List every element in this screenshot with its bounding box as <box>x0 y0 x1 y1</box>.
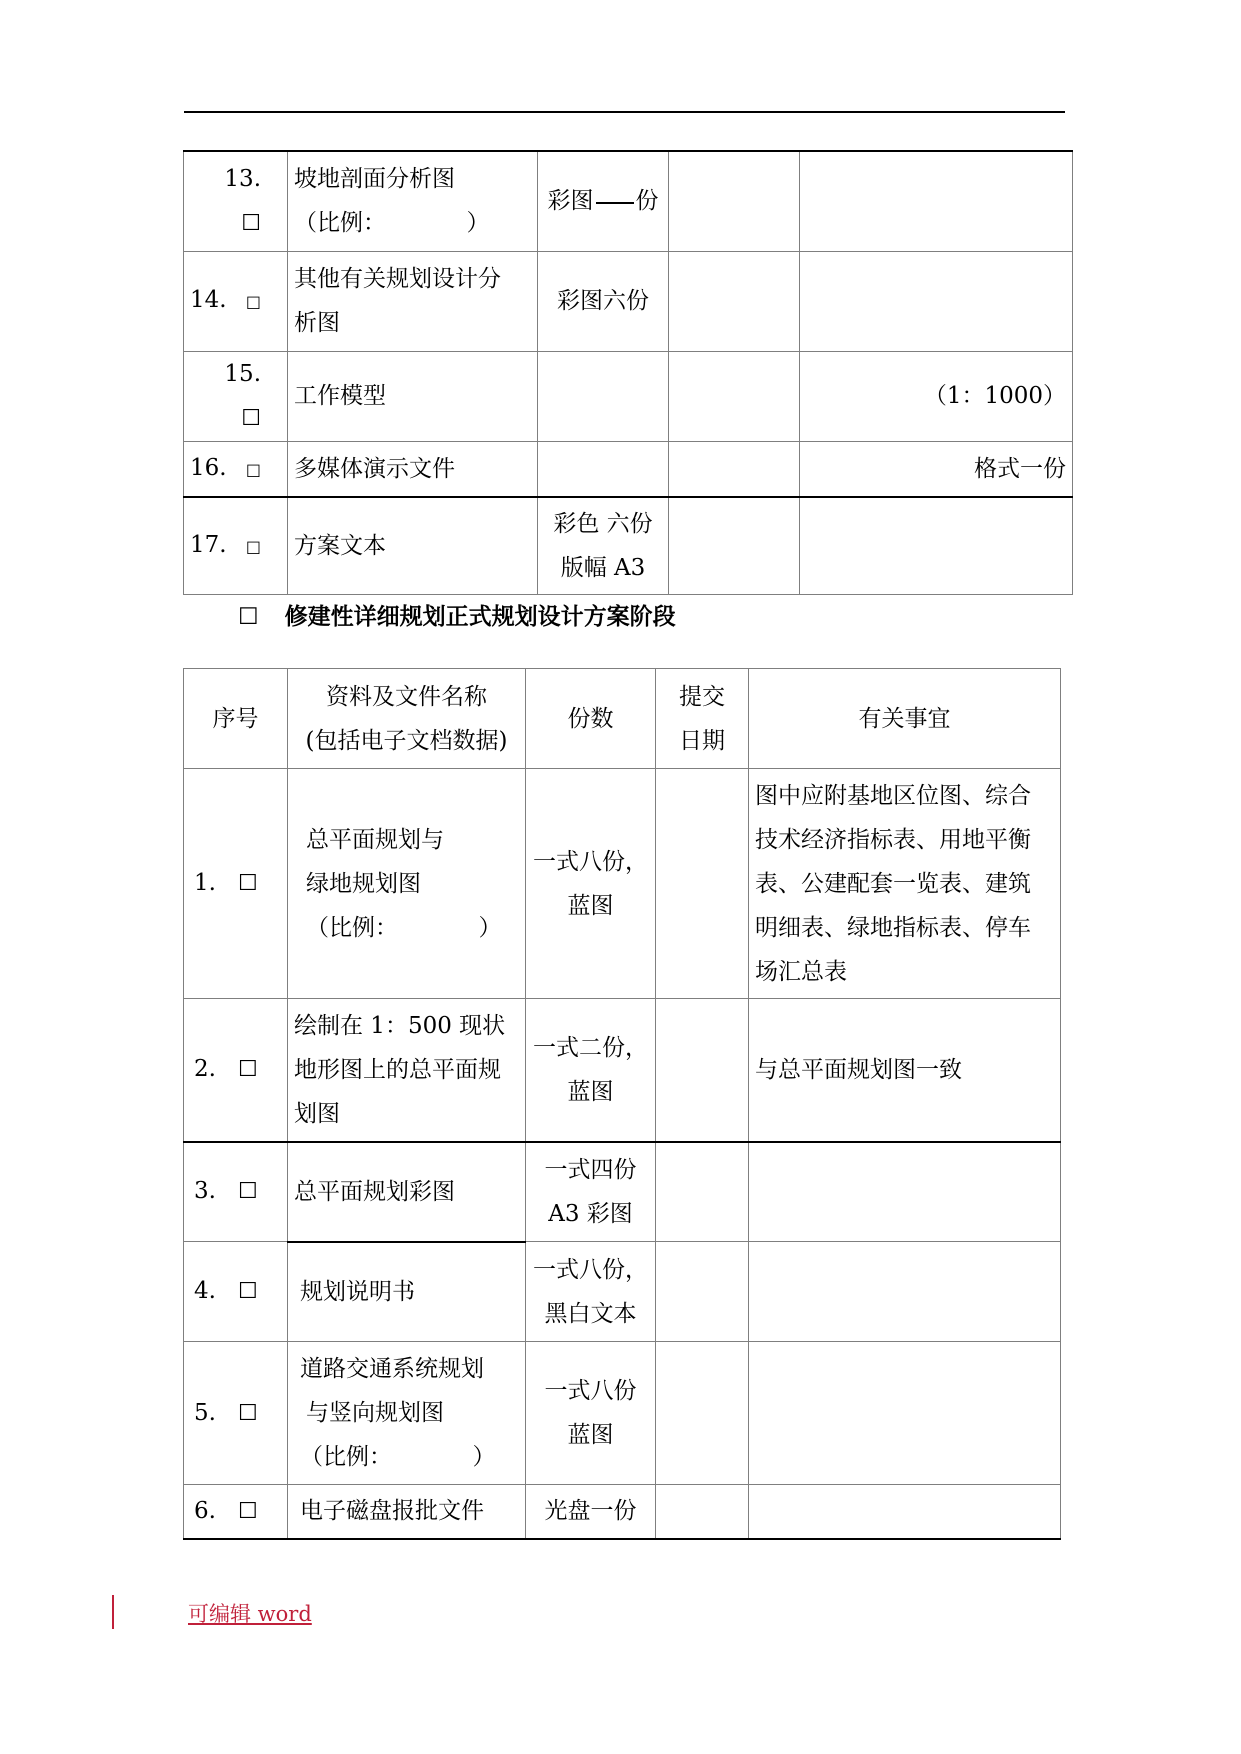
blank-line <box>596 202 634 204</box>
table-row <box>184 1242 1061 1342</box>
document-name: 多媒体演示文件 <box>288 441 538 497</box>
notes <box>800 151 1073 251</box>
copies <box>538 441 669 497</box>
table-row <box>184 769 1061 999</box>
copies: 彩色 六份 版幅 A3 <box>538 497 669 594</box>
table-row <box>184 1485 1061 1539</box>
header-seq: 序号 <box>184 669 288 769</box>
notes: 格式一份 <box>800 441 1073 497</box>
submit-date <box>669 151 800 251</box>
materials-table-continued <box>183 150 1073 595</box>
table-row <box>184 497 1073 594</box>
submit-date <box>669 351 800 441</box>
document-name: 电子磁盘报批文件 <box>288 1485 526 1539</box>
table-row <box>184 1342 1061 1485</box>
checkbox[interactable]: ☐ <box>237 1279 258 1304</box>
copies: 一式八份， 黑白文本 <box>526 1242 656 1342</box>
row-number: 17. □ <box>184 497 288 594</box>
formal-plan-materials-table <box>183 668 1061 1540</box>
notes <box>749 1242 1061 1342</box>
row-number: 2. ☐ <box>184 999 288 1142</box>
row-number: 16. □ <box>184 441 288 497</box>
copies: 彩图六份 <box>538 251 669 351</box>
document-name: 其他有关规划设计分 析图 <box>288 251 538 351</box>
checkbox[interactable]: □ <box>245 536 262 556</box>
submit-date <box>669 441 800 497</box>
document-name: 方案文本 <box>288 497 538 594</box>
header-rule <box>184 111 1065 113</box>
table-header-row <box>184 669 1061 769</box>
submit-date <box>656 1342 749 1485</box>
copies: 彩图 份 <box>538 151 669 251</box>
checkbox[interactable]: ☐ <box>241 405 261 431</box>
checkbox[interactable]: □ <box>245 459 262 479</box>
submit-date <box>656 999 749 1142</box>
submit-date <box>656 1242 749 1342</box>
notes: 与总平面规划图一致 <box>749 999 1061 1142</box>
section-heading: ☐ 修建性详细规划正式规划设计方案阶段 <box>238 604 676 630</box>
submit-date <box>656 769 749 999</box>
notes <box>749 1485 1061 1539</box>
submit-date <box>656 1485 749 1539</box>
checkbox[interactable]: ☐ <box>237 1179 258 1205</box>
table-row <box>184 999 1061 1142</box>
notes <box>749 1142 1061 1242</box>
checkbox[interactable]: ☐ <box>238 604 259 630</box>
row-number: 4. ☐ <box>184 1242 288 1342</box>
submit-date <box>656 1142 749 1242</box>
document-name: 规划说明书 <box>288 1242 526 1342</box>
copies: 一式八份 蓝图 <box>526 1342 656 1485</box>
copies: 一式八份， 蓝图 <box>526 769 656 999</box>
notes <box>749 1342 1061 1485</box>
checkbox[interactable]: ☐ <box>237 1400 258 1426</box>
row-number: 5. ☐ <box>184 1342 288 1485</box>
submit-date <box>669 251 800 351</box>
checkbox[interactable]: ☐ <box>237 871 258 896</box>
notes <box>800 497 1073 594</box>
document-name: 总平面规划彩图 <box>288 1142 526 1242</box>
header-date: 提交 日期 <box>656 669 749 769</box>
row-number: 1. ☐ <box>184 769 288 999</box>
copies: 一式四份 A3 彩图 <box>526 1142 656 1242</box>
copies: 一式二份， 蓝图 <box>526 999 656 1142</box>
header-notes: 有关事宜 <box>749 669 1061 769</box>
document-name: 总平面规划与 绿地规划图 （比例： ） <box>288 769 526 999</box>
row-number: 13. ☐ <box>184 151 288 251</box>
copies: 光盘一份 <box>526 1485 656 1539</box>
table-row <box>184 351 1073 441</box>
document-name: 道路交通系统规划 与竖向规划图 （比例： ） <box>288 1342 526 1485</box>
copies <box>538 351 669 441</box>
table-row <box>184 441 1073 497</box>
notes <box>800 251 1073 351</box>
table-row <box>184 1142 1061 1242</box>
checkbox[interactable]: □ <box>245 292 262 311</box>
document-name: 坡地剖面分析图 （比例： ） <box>288 151 538 251</box>
table-row <box>184 251 1073 351</box>
row-number: 14. □ <box>184 251 288 351</box>
footer-link[interactable]: 可编辑 word <box>188 1602 312 1626</box>
row-number: 15. ☐ <box>184 351 288 441</box>
notes: （1：1000） <box>800 351 1073 441</box>
document-name: 工作模型 <box>288 351 538 441</box>
notes: 图中应附基地区位图、综合 技术经济指标表、用地平衡 表、公建配套一览表、建筑 明细表、绿地指标表、停车 场汇总表 <box>749 769 1061 999</box>
checkbox[interactable]: ☐ <box>237 1057 258 1083</box>
footer-marker <box>112 1595 114 1629</box>
header-name: 资料及文件名称 (包括电子文档数据) <box>288 669 526 769</box>
row-number: 3. ☐ <box>184 1142 288 1242</box>
row-number: 6. ☐ <box>184 1485 288 1539</box>
checkbox[interactable]: ☐ <box>241 210 261 236</box>
document-name: 绘制在 1：500 现状 地形图上的总平面规 划图 <box>288 999 526 1142</box>
table-row <box>184 151 1073 251</box>
checkbox[interactable]: ☐ <box>237 1498 258 1524</box>
submit-date <box>669 497 800 594</box>
header-copies: 份数 <box>526 669 656 769</box>
